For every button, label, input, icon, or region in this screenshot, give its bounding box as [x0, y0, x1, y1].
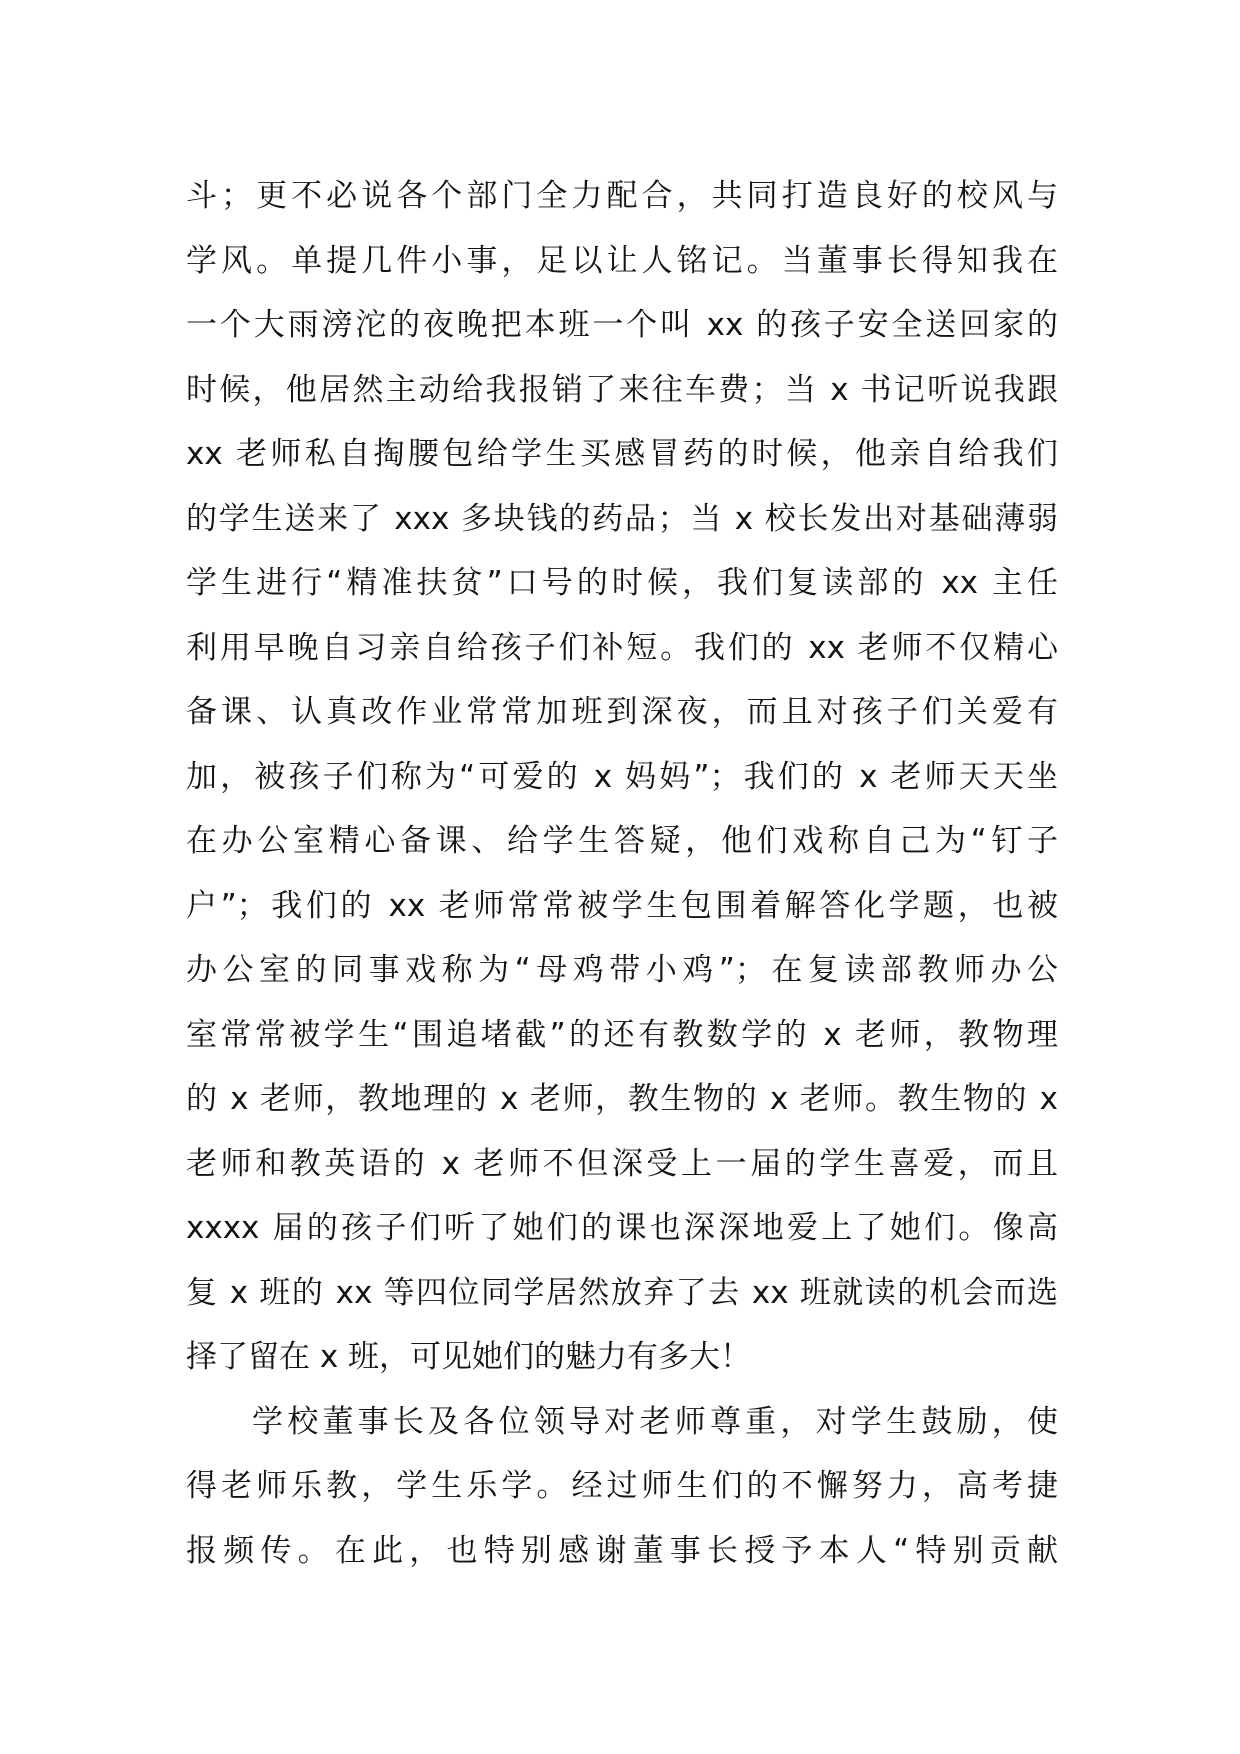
text-line-8: 利用早晚自习亲自给孩子们补短。我们的 xx 老师不仅精心: [186, 629, 1058, 666]
text-line-5: xx 老师私自掏腰包给学生买感冒药的时候，他亲自给我们: [186, 436, 1058, 472]
text-line-9: 备课、认真改作业常常加班到深夜，而且对孩子们关爱有: [186, 694, 1058, 730]
text-line-18: 复 x 班的 xx 等四位同学居然放弃了去 xx 班就读的机会而选: [186, 1274, 1058, 1311]
text-line-17: xxxx 届的孩子们听了她们的课也深深地爱上了她们。像高: [186, 1210, 1058, 1246]
text-line-13: 办公室的同事戏称为“母鸡带小鸡”；在复读部教师办公: [186, 952, 1058, 988]
text-line-21: 得老师乐教，学生乐学。经过师生们的不懈努力，高考捷: [186, 1468, 1058, 1504]
text-line-12: 户”；我们的 xx 老师常常被学生包围着解答化学题，也被: [186, 887, 1058, 924]
text-line-3: 一个大雨滂沱的夜晚把本班一个叫 xx 的孩子安全送回家的: [186, 307, 1058, 343]
body-text: [186, 164, 1058, 1583]
text-line-22: 报频传。在此，也特别感谢董事长授予本人“特别贡献: [186, 1532, 1058, 1569]
text-line-6: 的学生送来了 xxx 多块钱的药品；当 x 校长发出对基础薄弱: [186, 500, 1058, 537]
text-line-10: 加，被孩子们称为“可爱的 x 妈妈”；我们的 x 老师天天坐: [186, 758, 1058, 795]
text-line-7: 学生进行“精准扶贫”口号的时候，我们复读部的 xx 主任: [186, 565, 1058, 601]
text-line-15: 的 x 老师，教地理的 x 老师，教生物的 x 老师。教生物的 x: [186, 1081, 1058, 1117]
text-line-2: 学风。单提几件小事，足以让人铭记。当董事长得知我在: [186, 242, 1058, 279]
text-line-4: 时候，他居然主动给我报销了来往车费；当 x 书记听说我跟: [186, 371, 1058, 408]
text-line-19: 择了留在 x 班，可见她们的魅力有多大！: [186, 1339, 752, 1375]
text-line-11: 在办公室精心备课、给学生答疑，他们戏称自己为“钉子: [186, 823, 1058, 859]
text-line-16: 老师和教英语的 x 老师不但深受上一届的学生喜爱，而且: [186, 1145, 1058, 1182]
text-line-14: 室常常被学生“围追堵截”的还有教数学的 x 老师，教物理: [186, 1016, 1058, 1053]
text-line-20: 学校董事长及各位领导对老师尊重，对学生鼓励，使: [252, 1403, 1058, 1440]
text-line-1: 斗；更不必说各个部门全力配合，共同打造良好的校风与: [186, 178, 1058, 214]
